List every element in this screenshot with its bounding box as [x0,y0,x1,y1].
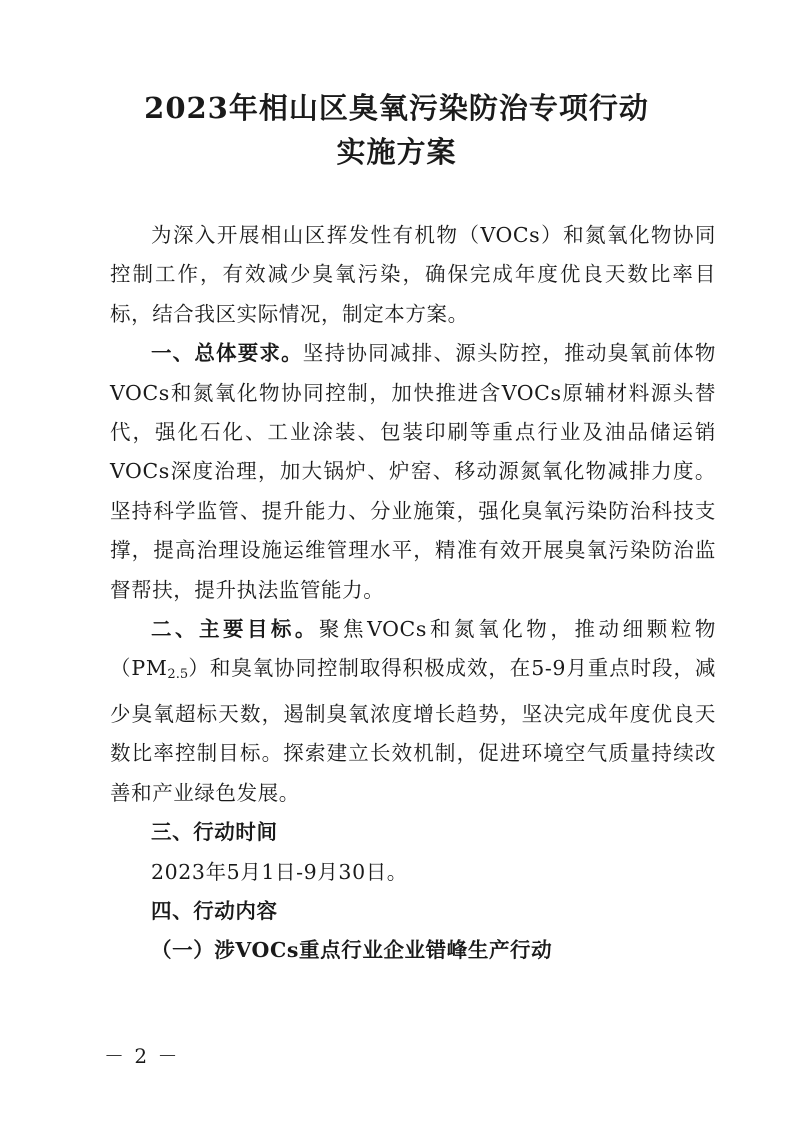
section1-text: 坚持协同减排、源头防控，推动臭氧前体物VOCs和氮氧化物协同控制，加快推进含VOCs原辅材料源头替代，强化石化、工业涂装、包装印刷等重点行业及油品储运销VOCs深度治理，加大锅炉、炉窑、移动源氮氧化物减排力度。坚持科学监管、提升能力、分业施策，强化臭氧污染防治科技支撑，提高治理设施运维管理水平，精准有效开展臭氧污染防治监督帮扶，提升执法监管能力。 [110,341,717,602]
document-body [110,216,716,971]
section4-sub-heading: （一）涉VOCs重点行业企业错峰生产行动 [151,938,553,963]
page-number: － 2 － [104,1044,180,1068]
document-title-line2: 实施方案 [336,135,457,169]
section2-paragraph [110,610,716,813]
section3-heading: 三、行动时间 [151,820,278,845]
section4-heading: 四、行动内容 [151,898,278,923]
section3-text: 2023年5月1日-9月30日。 [151,859,408,884]
section1-heading: 一、总体要求。 [151,341,303,366]
document-title-line1: 2023年相山区臭氧污染防治专项行动 [144,91,649,125]
section2-text-before: 聚焦VOCs和氮氧化物，推动细颗粒物（PM [110,617,716,681]
pm-subscript: 2.5 [167,667,189,683]
section2-text-after: ）和臭氧协同控制取得积极成效，在5-9月重点时段，减少臭氧超标天数，遏制臭氧浓度增长趋势，坚决完成年度优良天数比率控制目标。探索建立长效机制，促进环境空气质量持续改善和产业绿色发展。 [110,656,716,805]
section2-heading: 二、主要目标。 [151,617,319,642]
intro-paragraph: 为深入开展相山区挥发性有机物（VOCs）和氮氧化物协同控制工作，有效减少臭氧污染，确保完成年度优良天数比率目标，结合我区实际情况，制定本方案。 [110,223,716,326]
section1-paragraph [110,334,716,610]
